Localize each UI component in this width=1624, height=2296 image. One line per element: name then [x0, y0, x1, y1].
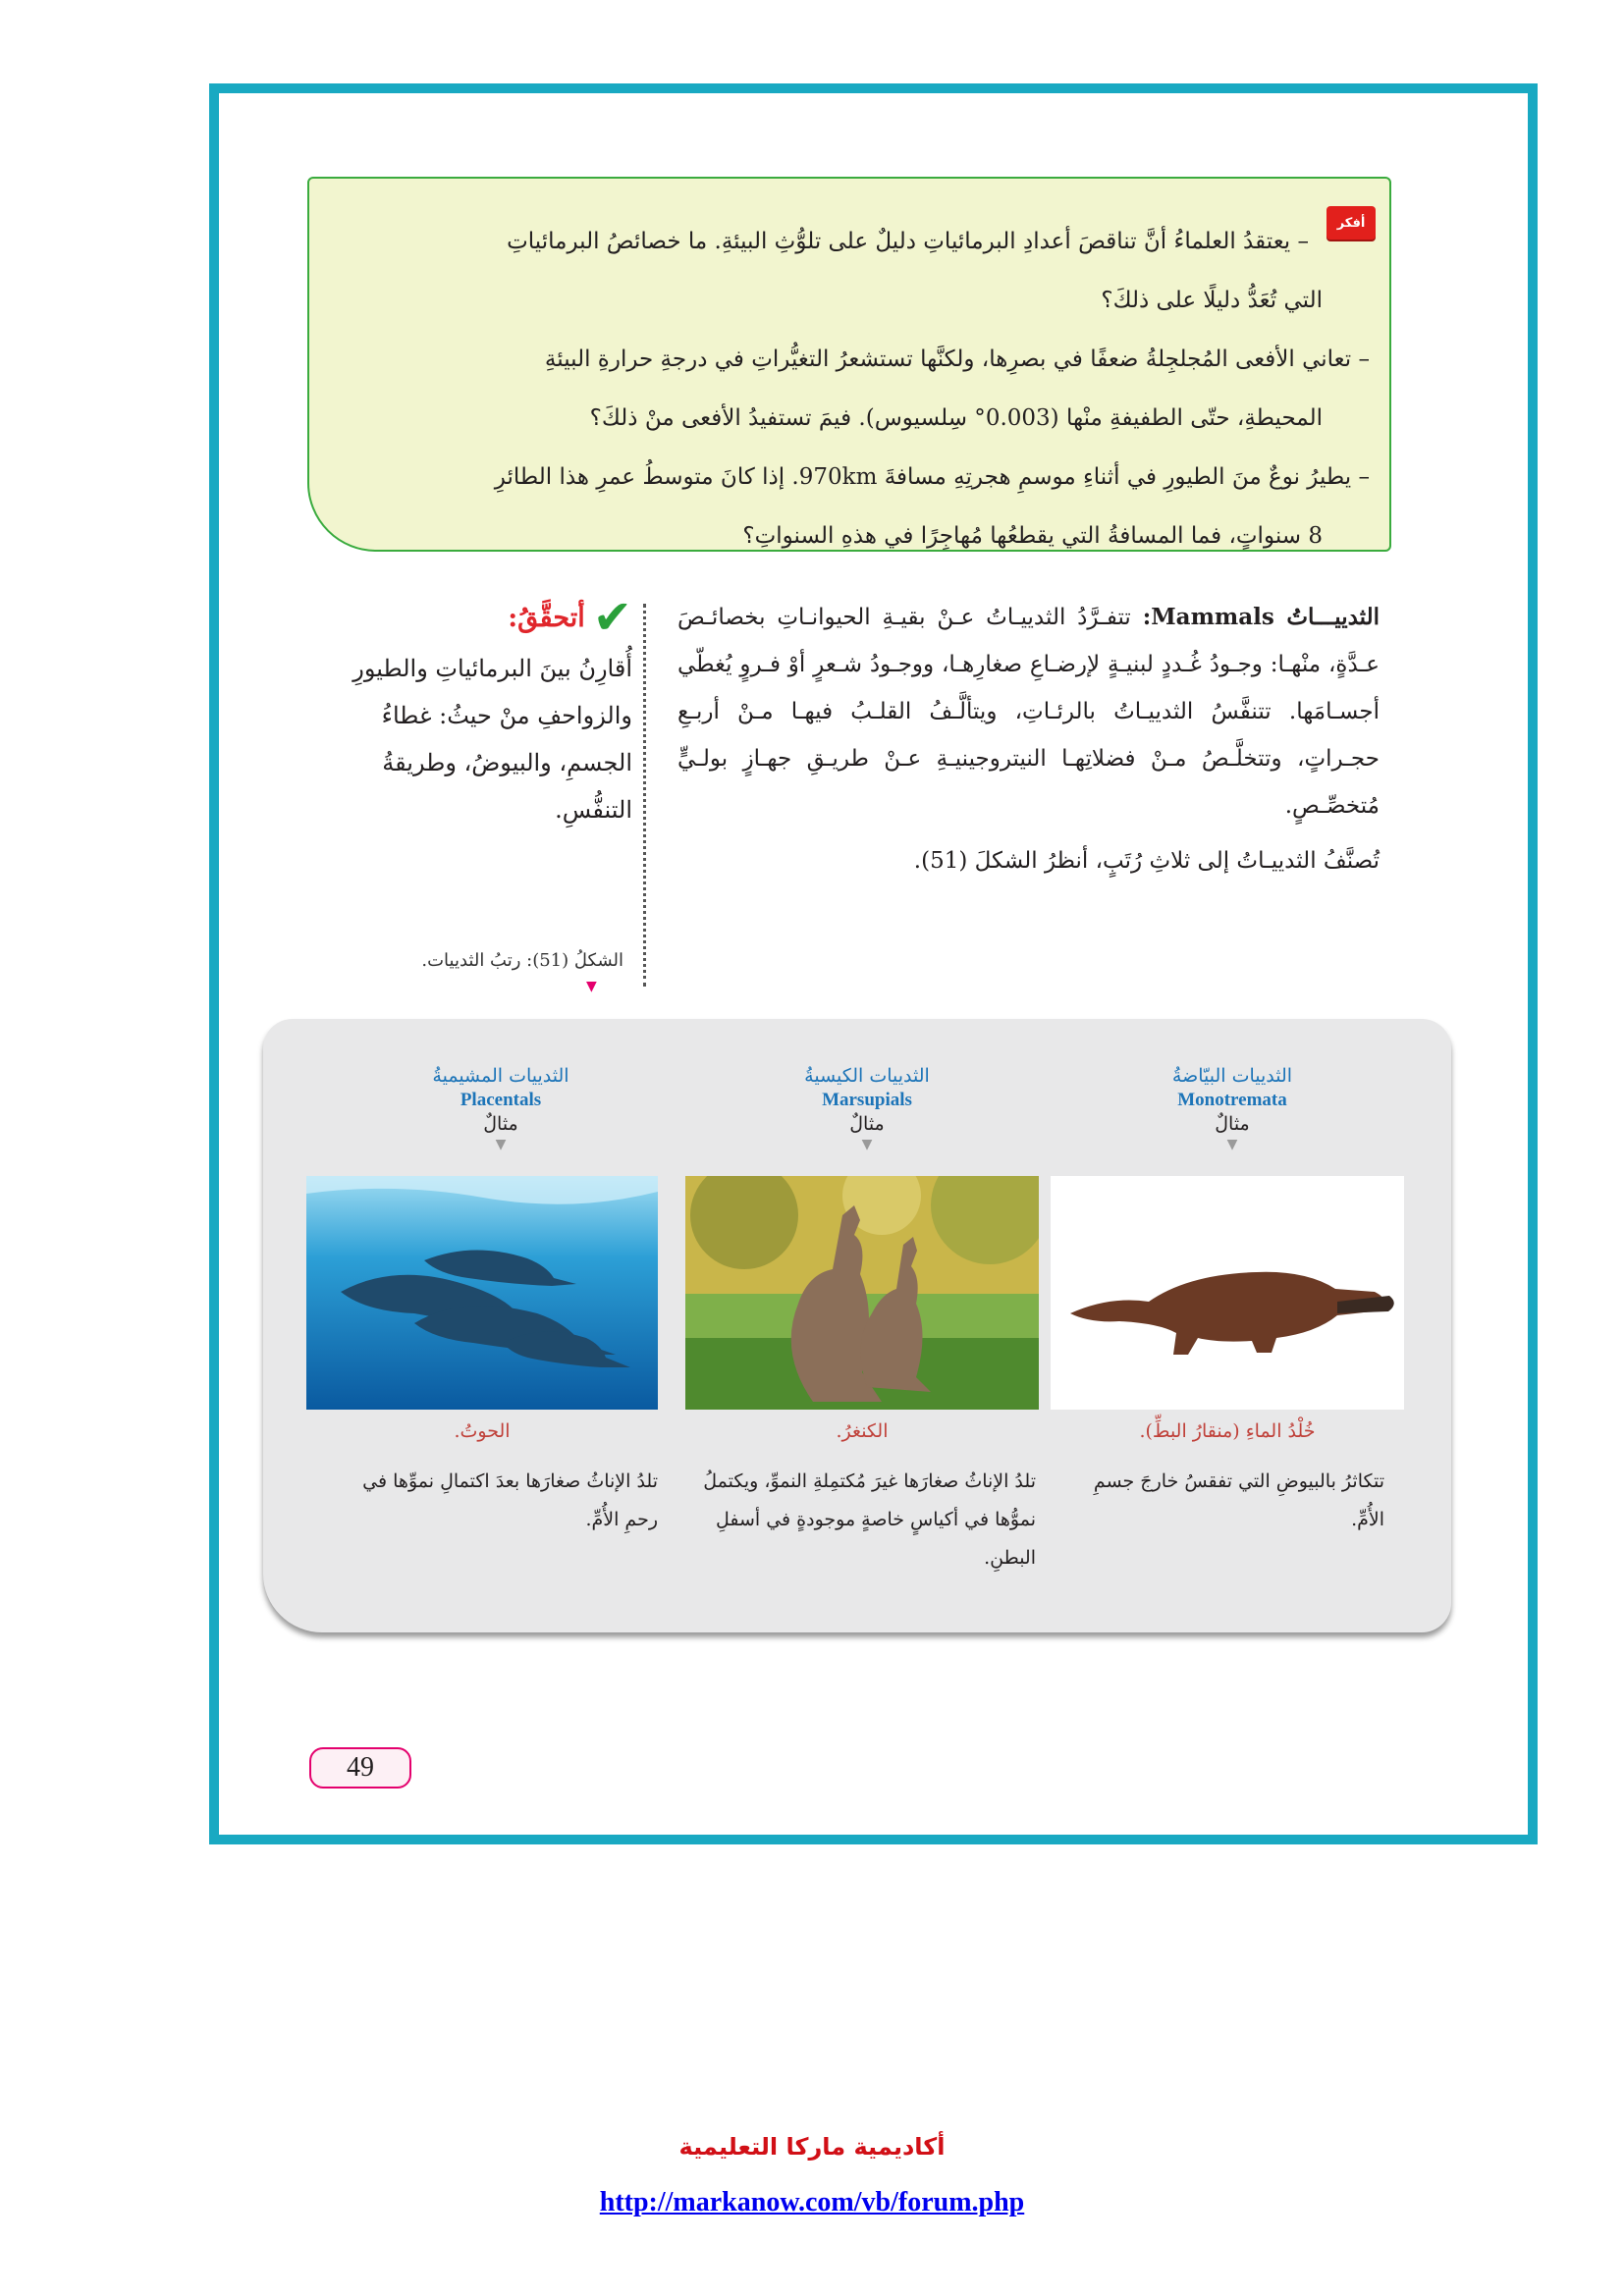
placentals-description: تلدُ الإناثُ صغارَها بعدَ اكتمالِ نموِّها في رحمِ الأُمِّ. [362, 1470, 658, 1530]
footer-link[interactable]: http://markanow.com/vb/forum.php [599, 2187, 1025, 2217]
check-box [312, 590, 632, 833]
platypus-photo [1051, 1176, 1404, 1410]
col-marsupials-header [754, 1063, 980, 1153]
mammals-section [677, 594, 1380, 884]
arrow-down-icon: ▼ [495, 1137, 507, 1152]
col-marsupials-ar: الثدييات الكيسيةُ [804, 1065, 930, 1087]
col-marsupials-en: Marsupials [822, 1090, 912, 1110]
think-q1-line1: – يعتقدُ العلماءُ أنَّ تناقصَ أعدادِ البرمائياتِ دليلٌ على تلوُّثِ البيئةِ. ما خصائصُ البرمائياتِ [507, 229, 1309, 254]
check-title: أتحقَّقُ: [508, 602, 585, 633]
kangaroo-photo [685, 1176, 1039, 1410]
col-placentals-ar: الثدييات المشيميةُ [432, 1065, 569, 1087]
think-q2-line2: المحيطةِ، حتّى الطفيفةِ منْها (0.003° سِلسيوس). فيمَ تستفيدُ الأفعى منْ ذلكَ؟ [589, 405, 1323, 431]
col-monotremata-header [1119, 1063, 1345, 1153]
arrow-down-icon: ▼ [861, 1137, 873, 1152]
kangaroo-caption: الكنغرُ. [836, 1420, 889, 1442]
check-body: أُقارِنُ بينَ البرمائياتِ والطيورِ والزواحفِ منْ حيثُ: غطاءُ الجسمِ، والبيوضُ، وطريقةُ التنفُّسِ. [352, 655, 632, 824]
check-header [312, 590, 632, 645]
think-q1-line2: التي تُعَدُّ دليلًا على ذلكَ؟ [1101, 288, 1323, 313]
think-box [307, 177, 1391, 552]
col-placentals-example: مثالٌ [483, 1113, 518, 1135]
platypus-caption: خُلْدُ الماءِ (منقارُ البطِّ). [1139, 1420, 1316, 1442]
col-placentals-header [388, 1063, 614, 1153]
think-q3-line1: – يطيرُ نوعٌ منَ الطيورِ في أثناءِ موسمِ هجرتِهِ مسافةَ 970km. إذا كانَ متوسطُ عمرِ هذا الطائرِ [494, 464, 1370, 490]
figure-caption: الشكلُ (51): رتبُ الثدييات. [421, 950, 623, 971]
whale-photo [306, 1176, 658, 1410]
arrow-down-icon: ▼ [1226, 1137, 1238, 1152]
whale-caption: الحوتُ. [454, 1420, 511, 1442]
checkmark-icon: ✔ [592, 590, 632, 645]
think-q3-line2: 8 سنواتٍ، فما المسافةُ التي يقطعُها مُهاجِرًا في هذهِ السنواتِ؟ [742, 523, 1323, 549]
caption-arrow-icon: ▼ [586, 979, 597, 994]
think-q2-line1: – تعاني الأفعى المُجلجِلةُ ضعفًا في بصرِها، ولكنَّها تستشعرُ التغيُّراتِ في درجةِ حرارةِ البيئةِ [544, 347, 1370, 372]
col-placentals-en: Placentals [460, 1090, 542, 1110]
column-divider [643, 604, 646, 987]
monotremata-description: تتكاثرُ بالبيوضِ التي تفقسُ خارجَ جسمِ الأُمِّ. [1093, 1470, 1384, 1530]
page-number: 49 [309, 1747, 411, 1789]
mammals-text: تتفـرَّدُ الثدييـاتُ عـنْ بقيـةِ الحيوانـاتِ بخصائـصَ عـدَّةٍ، منْهـا: وجـودُ غُـددٍ لبنيـةٍ لإرضـاعِ صغارِهـا، ووجـودُ شـعرٍ أوْ فـروٍ يُغطّي أجسـامَها. تتنفَّسُ الثدييـاتُ بالرئـاتِ، ويتألَّـفُ القلـبُ فيهـا مـنْ أربـعِ حجـراتٍ، وتتخلَّـصُ مـنْ فضلاتِهـا النيتروجينيـةِ عـنْ طريـقِ جهـازٍ بولـيٍّ مُتخصِّـصٍ. [677, 605, 1380, 819]
mammals-paragraph [677, 594, 1380, 829]
mammals-term: الثدييـــاتُ Mammals: [1142, 604, 1380, 630]
footer-academy: أكاديمية ماركا التعليمية [678, 2133, 946, 2161]
col-monotremata-ar: الثدييات البيّاضةُ [1171, 1065, 1293, 1087]
col-monotremata-en: Monotremata [1177, 1090, 1287, 1110]
col-monotremata-example: مثالٌ [1215, 1113, 1250, 1135]
think-badge: أفكر [1326, 206, 1376, 240]
marsupials-description: تلدُ الإناثُ صغارَها غيرَ مُكتمِلةِ النموِّ، ويكتملُ نموُّها في أكياسٍ خاصةٍ موجودةٍ في أسفلِ البطنِ. [703, 1470, 1036, 1569]
col-marsupials-example: مثالٌ [849, 1113, 885, 1135]
mammals-classes: تُصنَّفُ الثدييـاتُ إلى ثلاثِ رُتَبٍ، أنظرُ الشكلَ (51). [913, 848, 1380, 874]
